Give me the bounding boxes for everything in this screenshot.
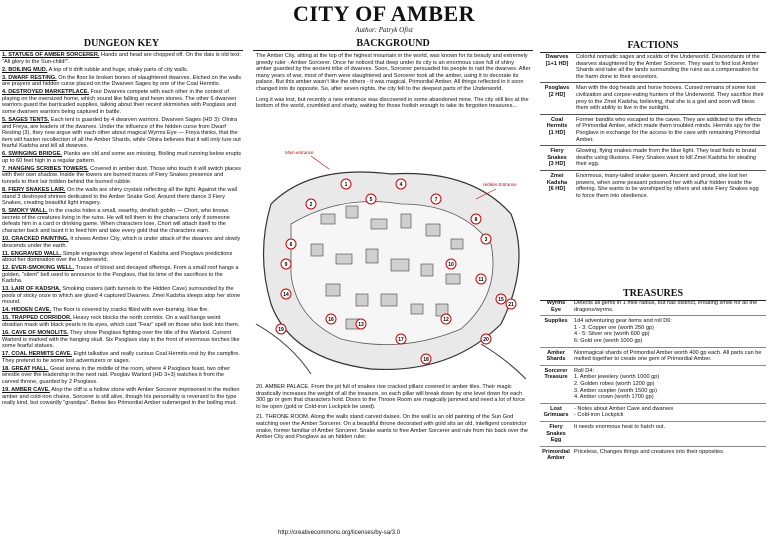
factions-table <box>540 52 766 201</box>
background-paragraph-2: Long it was lost, but recently a new entrance was discovered in some abandoned mine. The city still lies at the bottom of the world, crumbled and shady, waiting for those foolish enough to take its forgotten treasures... <box>256 96 529 110</box>
map-marker-label: 2 <box>309 202 313 208</box>
key-entry <box>2 75 242 88</box>
map-marker-label: 1 <box>344 182 348 188</box>
key-entry <box>2 208 242 234</box>
key-entry-title: 5. SAGES TENTS. <box>2 116 50 123</box>
hidden-entrance-label: Hidden Entrance <box>483 182 517 187</box>
treasure-name: Wyrms Eye <box>546 300 566 313</box>
factions-heading: FACTIONS <box>540 40 766 53</box>
faction-description: Man with the dog heads and horse hooves. Cursed remains of some lost civilization and corpse-eating hunters of the Underworld. They sacrifice their prey to the Zmei Kadsha, believing, that she is a god and soon will bless them with ability to live in the sunlight. <box>574 83 766 114</box>
treasure-name: Amber Shards <box>540 347 572 365</box>
faction-row <box>540 52 766 83</box>
faction-name: Psoglavs [2 HD] <box>540 83 574 114</box>
page-title: CITY OF AMBER <box>292 1 476 26</box>
treasures-table <box>540 298 766 464</box>
key-entry-text: On the walls are shiny crystals reflecting all the light. Against the wall stand 3 destroyed shrines dedicated to the Amber Snake God. Around them dance 3 Fiery Snakes, creating beautiful light imagery. <box>2 187 238 207</box>
key-entry-title: 7. HANGING SCRIBES TOWERS. <box>2 165 89 172</box>
map-marker-label: 4 <box>399 182 403 188</box>
treasure-row <box>540 403 766 421</box>
treasure-row <box>540 298 766 316</box>
faction-row <box>540 114 766 145</box>
treasure-description: Priceless, Changes things and creatures into their opposites. <box>572 446 766 464</box>
map-marker-label: 17 <box>398 337 404 343</box>
faction-row <box>540 83 766 114</box>
background-text-bottom <box>256 384 531 445</box>
key-entry <box>2 117 242 150</box>
key-entry-text: Each tent is guarded by 4 dwarven warriors. Dwarven Sages (HD 3): Olnira and Freya, are leaders of the dwarves. Under the influence of the hidden curse from Dwarf Resting (3), they now argue with each other about magical Wyrms Eye — Freya thinks, that the item will hasten recollection of all the Amber Shards, while Olnira believes that it will only lure out fearful Kadsha and kill all dwarves. <box>2 116 241 150</box>
faction-name: Coal Hermits [1 HD] <box>540 114 574 145</box>
key-entry-title: 6. SWINGING BRIDGE. <box>2 151 62 158</box>
key-entry-text: Planks are old and some are missing. Boiling mud running below erupts up to 60 feet high in a regular pattern. <box>2 151 242 164</box>
map-marker-label: 14 <box>283 292 289 298</box>
key-entry-title: 10. CRACKED PAINTING. <box>2 235 69 242</box>
treasure-description: Nonmagical shards of Primordial Amber worth 400 gp each. All parts can be melted together to create one gem of Primordial Amber. <box>572 347 766 365</box>
treasure-name: Fiery Snakes Egg <box>540 421 572 446</box>
amber-palace-text: 20. AMBER PALACE. From the pit full of snakes rise cracked pillars covered in amber tiles. Their magic drastically increases the weight of all the treasure, so each pillar will break down by one level down for each 300 gp or gem that characters hold. Doors to the Throne Room are magically jammed and need a lot of force to be open (gold or Cold-iron Lockpick be used). <box>256 384 526 410</box>
faction-description: Former bandits who escaped to the caves. They are addicted to the effects of Primordial Amber, which made them troubled minds. Hermits spy for the Psoglavs in exchange for the access to the cave with remaining Primordial Amber. <box>574 114 766 145</box>
background-heading: BACKGROUND <box>253 38 533 51</box>
dungeon-key-heading: DUNGEON KEY <box>0 38 243 51</box>
factions-table-wrap <box>540 52 766 201</box>
map-marker-label: 7 <box>434 197 438 203</box>
dungeon-key-list <box>2 52 242 530</box>
treasure-name: Lost Grimuars <box>540 403 572 421</box>
map-marker-label: 18 <box>423 357 429 363</box>
map-illustration <box>251 144 534 382</box>
treasure-row <box>540 316 766 347</box>
key-entry-text: They show Psoglavs fighting over the title of the Warlord. Current Warlord is marked with the hanging skull. Six Psoglavs stay in the front of enormous torches like some fearful statues. <box>2 330 240 350</box>
key-entry <box>2 265 242 285</box>
treasure-description: 1d4 adventuring gear items and roll D6: 1 - 3: Copper ore (worth 250 gp) 4 - 5: Silver ore (worth 600 gp) 6: Gold ore (worth 1000 gp) <box>572 316 766 347</box>
map-marker-label: 10 <box>448 262 454 268</box>
key-entry <box>2 330 242 350</box>
key-entry-text: Eight talkative and really curious Coal Hermits rest by the campfire. They pretend to be some lost adventurers or sages. <box>2 351 240 364</box>
key-entry <box>2 351 242 364</box>
key-entry-title: 14. HIDDEN CAVE. <box>2 307 52 314</box>
key-entry-text: The floor is covered by cracks filled with ever-burning, blue fire. <box>51 307 209 314</box>
map-marker-label: 13 <box>358 322 364 328</box>
map-marker-label: 8 <box>474 217 478 223</box>
treasures-heading: TREASURES <box>540 288 766 301</box>
key-entry-text: Traces of blood and decayed offerings. From a small roof hangs a golden, "silent" bell used to announce to the Psoglavs, that its time of the sacrifices to the Kadsha. <box>2 265 239 285</box>
key-entry-text: Simple engravings show legend of Kadsha and Psoglavs predictions about her domination over the Underworld. <box>2 250 233 264</box>
treasure-row <box>540 421 766 446</box>
map-marker-label: 21 <box>508 302 514 308</box>
treasure-name: Primordial Amber <box>540 446 572 464</box>
key-entry <box>2 236 242 249</box>
key-entry-text: Smoking craters (with tunnels to the Hidden Cave) surrounded by the pools of sticky ooze to which are glued 4 captured Dwarves. Zmei Kadsha sleeps atop her stone mound. <box>2 286 241 306</box>
key-entry <box>2 52 242 65</box>
key-entry <box>2 366 242 386</box>
map-marker-label: 9 <box>284 262 288 268</box>
background-text-top <box>256 53 531 114</box>
key-entry-text: On the floor lie broken bones of slaughtered dwarves. Etched on the walls are prayers and hidden curse placed on the Dwarven Sages by one of the Coal Hermits. <box>2 74 242 88</box>
key-entry-title: 4. DESTROYED MARKETPLACE. <box>2 89 90 96</box>
key-entry-title: 9. SMOKY WALL. <box>2 208 48 215</box>
key-entry-title: 8. FIERY SNAKES LAIR. <box>2 187 66 194</box>
key-entry-title: 3. DWARF RESTING. <box>2 74 57 81</box>
map-marker-label: 20 <box>483 337 489 343</box>
license-link[interactable]: http://creativecommons.org/licenses/by-sa/3.0 <box>278 530 401 536</box>
background-paragraph-1: The Amber City, sitting at the top of the highest mountain in the world, was known for its beauty and extremely greedy ruler - Amber Sorcerer. Once he noticed that deep under its city is an enormous cave full of shiny amber guarded by the ancient tribe of dwarves. Soon, Sorcerer persuaded his people to raid the dwarves. After many years of war, most of them were slaughtered and Sorcerer took all the amber, using it to decorate its palace. But this amber wasn't like the others - it was magical, Primordial Amber. All things reflected in it soon changed into its opposite. So, after seven nights, the city fell to the deepest parts of the Underworld. <box>256 53 531 92</box>
key-entry-text: A top of it drift rubble and huge, shaky parts of city walls. <box>47 66 189 73</box>
key-entry <box>2 187 242 207</box>
map-marker-label: 15 <box>498 297 504 303</box>
key-entry-text: Atop the cliff is a hollow stone with Amber Sorcerer imprisoned in the molten amber and cold-iron chains. Sorcerer is still alive, though his personality is reversed to the type really kind, but cowardly "grandpa". Below lies Primordial Amber submerged in the boiling mud. <box>2 386 240 407</box>
treasure-description: Roll D4: 1. Amber jewelery (worth 1000 gp) 2. Golden robes (worth 1200 gp) 3. Amber scepter (worth 1500 gp) 4. Amber crown (worth 1700 gp) <box>572 365 766 403</box>
faction-description: Enormous, many-tailed snake queen. Ancient and proud, she lost her powers, when some peasant poisoned her with sulfur hidden inside the offering. She wants to be worshiped by others and stole Fiery Snakes egg to force them into obedience. <box>574 170 766 201</box>
treasure-row <box>540 347 766 365</box>
key-entry <box>2 315 242 328</box>
map-marker-label: 6 <box>289 242 293 248</box>
key-entry-text: Four Dwarves compete with each other in the context of playing on the oversized home, which sound like falling and hewn stones. The other 6 dwarven warriors guard the barricaded supplies, talking about their recent skirmishes with Psoglavs and some dwarven warriors being captured in battle. <box>2 89 237 115</box>
faction-name: Zmei Kadsha [6 HD] <box>540 170 574 201</box>
key-entry-title: 18. GREAT HALL. <box>2 365 49 372</box>
key-entry <box>2 67 242 74</box>
treasure-row <box>540 365 766 403</box>
key-entry-title: 1. STATUES OF AMBER SORCERER. <box>2 52 100 58</box>
treasure-description: Detects all gems in 1 mile radius, but has distinct, irritating smell for all the dragons/wyrms. <box>574 300 758 313</box>
key-entry <box>2 89 242 115</box>
map-marker-label: 19 <box>278 327 284 333</box>
faction-row <box>540 170 766 201</box>
key-entry <box>2 151 242 164</box>
treasure-description: - Notes about Amber Cave and dwarves - Cold-iron Lockpick <box>572 403 766 421</box>
treasure-description: It needs enormous heat to hatch out. <box>572 421 766 446</box>
faction-description: Colorful nomadic sages and scalds of the Underworld. Descendants of the dwarves slaughtered by the Amber Sorcerer. They want to find lost Amber Shards and take all the lands surrounding the ruins as a compensation for the harm done to their ancestors. <box>576 54 760 80</box>
treasures-table-wrap <box>540 298 766 464</box>
faction-row <box>540 146 766 171</box>
key-entry-title: 2. BOILING MUD. <box>2 66 48 73</box>
key-entry-text: In the cracks hides a small, swarthy, devilish goblin — Chort, who knows secrets of the creatures living in the ruins. He will tell them to the characters only if someone defeats him in a card or drinking game. When characters lose, Chort will attach itself to the character back and taunt it to feed him and take every gold that the characters earn. <box>2 208 230 234</box>
dungeon-map <box>251 144 534 382</box>
key-entry-title: 13. LAIR OF KADSHA. <box>2 286 61 293</box>
map-marker-label: 12 <box>443 317 449 323</box>
key-entry-title: 12. EVER-SMOKING WELL. <box>2 265 75 272</box>
key-entry <box>2 387 242 407</box>
key-entry <box>2 251 242 264</box>
map-marker-label: 11 <box>478 277 484 283</box>
key-entry-title: 11. ENGRAVED WALL. <box>2 250 62 257</box>
throne-room-text: 21. THRONE ROOM. Along the walls stand carved daises. On the wall is an old painting of the Sun God watching over the Amber Sorcerer. On a beautiful throne decorated with gold sits an old, intelligent constrictor snake, former familiar of Amber Sorcerer. Snake wants to free Amber Sorcerer and rule from his back over the Amber City and Psoglavs as an hidden ruler. <box>256 414 529 441</box>
faction-description: Glowing, flying snakes made from the blue light. They lead fools to brutal deaths using illusions. Fiery Snakes want to kill Zmei Kadsha for stealing their egg. <box>574 146 766 171</box>
key-entry-text: It shows Amber City, which is under attack of the dwarves and slowly descends under the earth. <box>2 235 241 249</box>
main-entrance-label: Main entrance <box>285 150 314 155</box>
key-entry-text: Hands and head are chopped off. On the dais is old text: "All glory to the Sun-child!". <box>2 52 241 65</box>
key-entry <box>2 286 242 306</box>
author-line: Author: Patryk Ofist <box>355 26 413 34</box>
key-entry <box>2 166 242 186</box>
treasure-name: Supplies <box>540 316 572 347</box>
key-entry-title: 17. COAL HERMITS CAVE. <box>2 351 73 358</box>
faction-name: Dwarves [1+1 HD] <box>545 54 569 67</box>
treasure-row <box>540 446 766 464</box>
key-entry-text: Heavy rock blocks the north corridor. On a wall hangs weird obsidian mask with black pearls in its eyes, which cast "Fear" spell on those who look into them. <box>2 315 240 329</box>
map-marker-label: 3 <box>484 237 488 243</box>
key-entry-text: Covered in amber dust. Those who touch it will switch places with their own shadow. Inside the towers are burned traces of Fiery Snakes presence and tunnels to their lair hidden behind the burned rubble. <box>2 165 241 186</box>
key-entry <box>2 307 242 314</box>
key-entry-title: 19. AMBER CAVE. <box>2 386 50 393</box>
map-marker-label: 5 <box>369 197 373 203</box>
map-marker-label: 16 <box>328 317 334 323</box>
treasure-name: Sorcerer Treasure <box>540 365 572 403</box>
key-entry-title: 16. CAVE OF MONOLITS. <box>2 330 69 337</box>
faction-name: Fiery Snakes [3 HD] <box>540 146 574 171</box>
key-entry-title: 15. TRAPPED CORRIDOR. <box>2 315 72 322</box>
key-entry-text: Great arena in the middle of the room, where 4 Psoglavs feast, two other wrestle over the leadership in the next raid. Psoglav Warlord (HD 3+3) watches it from the carved throne, guarded by 2 Psoglavs. <box>2 365 231 385</box>
